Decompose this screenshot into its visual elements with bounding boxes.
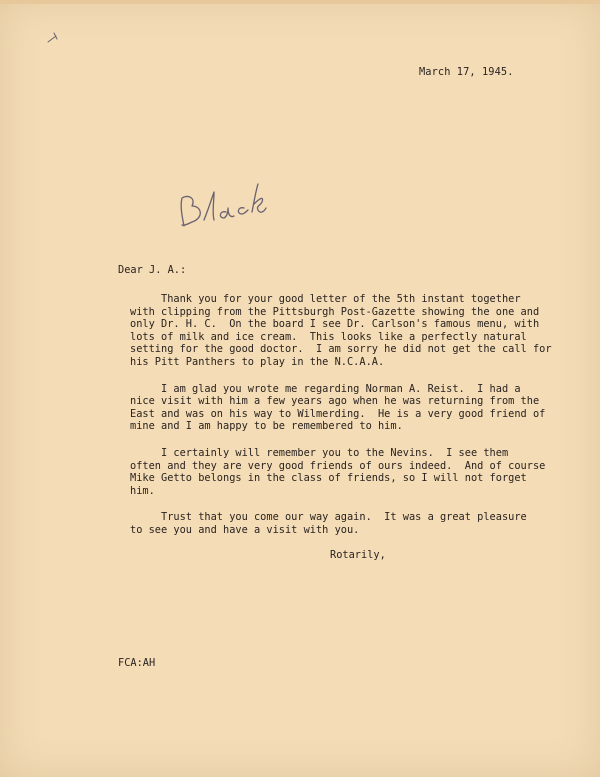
paragraph-3 [130, 447, 550, 497]
closing: Rotarily, [330, 549, 386, 561]
body-line: I certainly will remember you to the Nevins. I see them [130, 446, 509, 459]
body-line: often and they are very good friends of ours indeed. And of course [130, 459, 546, 472]
salutation: Dear J. A.: [118, 264, 187, 276]
paragraph-2 [130, 383, 550, 433]
body-line: nice visit with him a few years ago when he was returning from the [130, 395, 540, 408]
body-line: Trust that you come our way again. It was a great pleasure [130, 511, 527, 524]
handwritten-annotation [170, 176, 270, 236]
body-line: setting for the good doctor. I am sorry he did not get the call for [130, 343, 552, 356]
body-line: only Dr. H. C. On the board I see Dr. Carlson's famous menu, with [130, 318, 540, 331]
body-line: East and was on his way to Wilmerding. He is a very good friend of [130, 407, 546, 420]
body-line: mine and I am happy to be remembered to him. [130, 420, 403, 433]
typist-initials: FCA:AH [118, 657, 156, 669]
body-line: with clipping from the Pittsburgh Post-Gazette showing the one and [130, 305, 540, 318]
body-line: to see you and have a visit with you. [130, 523, 360, 536]
paper-top-edge [0, 0, 600, 4]
body-line: lots of milk and ice cream. This looks like a perfectly natural [130, 330, 527, 343]
corner-pencil-mark [46, 30, 68, 44]
paragraph-1 [130, 293, 550, 369]
body-line: I am glad you wrote me regarding Norman A. Reist. I had a [130, 382, 521, 395]
body-line: Thank you for your good letter of the 5th instant together [130, 293, 521, 305]
body-line: his Pitt Panthers to play in the N.C.A.A. [130, 355, 385, 368]
body-line: him. [130, 484, 155, 497]
paragraph-4 [130, 511, 550, 536]
letter-date: March 17, 1945. [419, 66, 514, 78]
body-line: Mike Getto belongs in the class of friends, so I will not forget [130, 472, 527, 485]
letter-body [130, 293, 550, 551]
